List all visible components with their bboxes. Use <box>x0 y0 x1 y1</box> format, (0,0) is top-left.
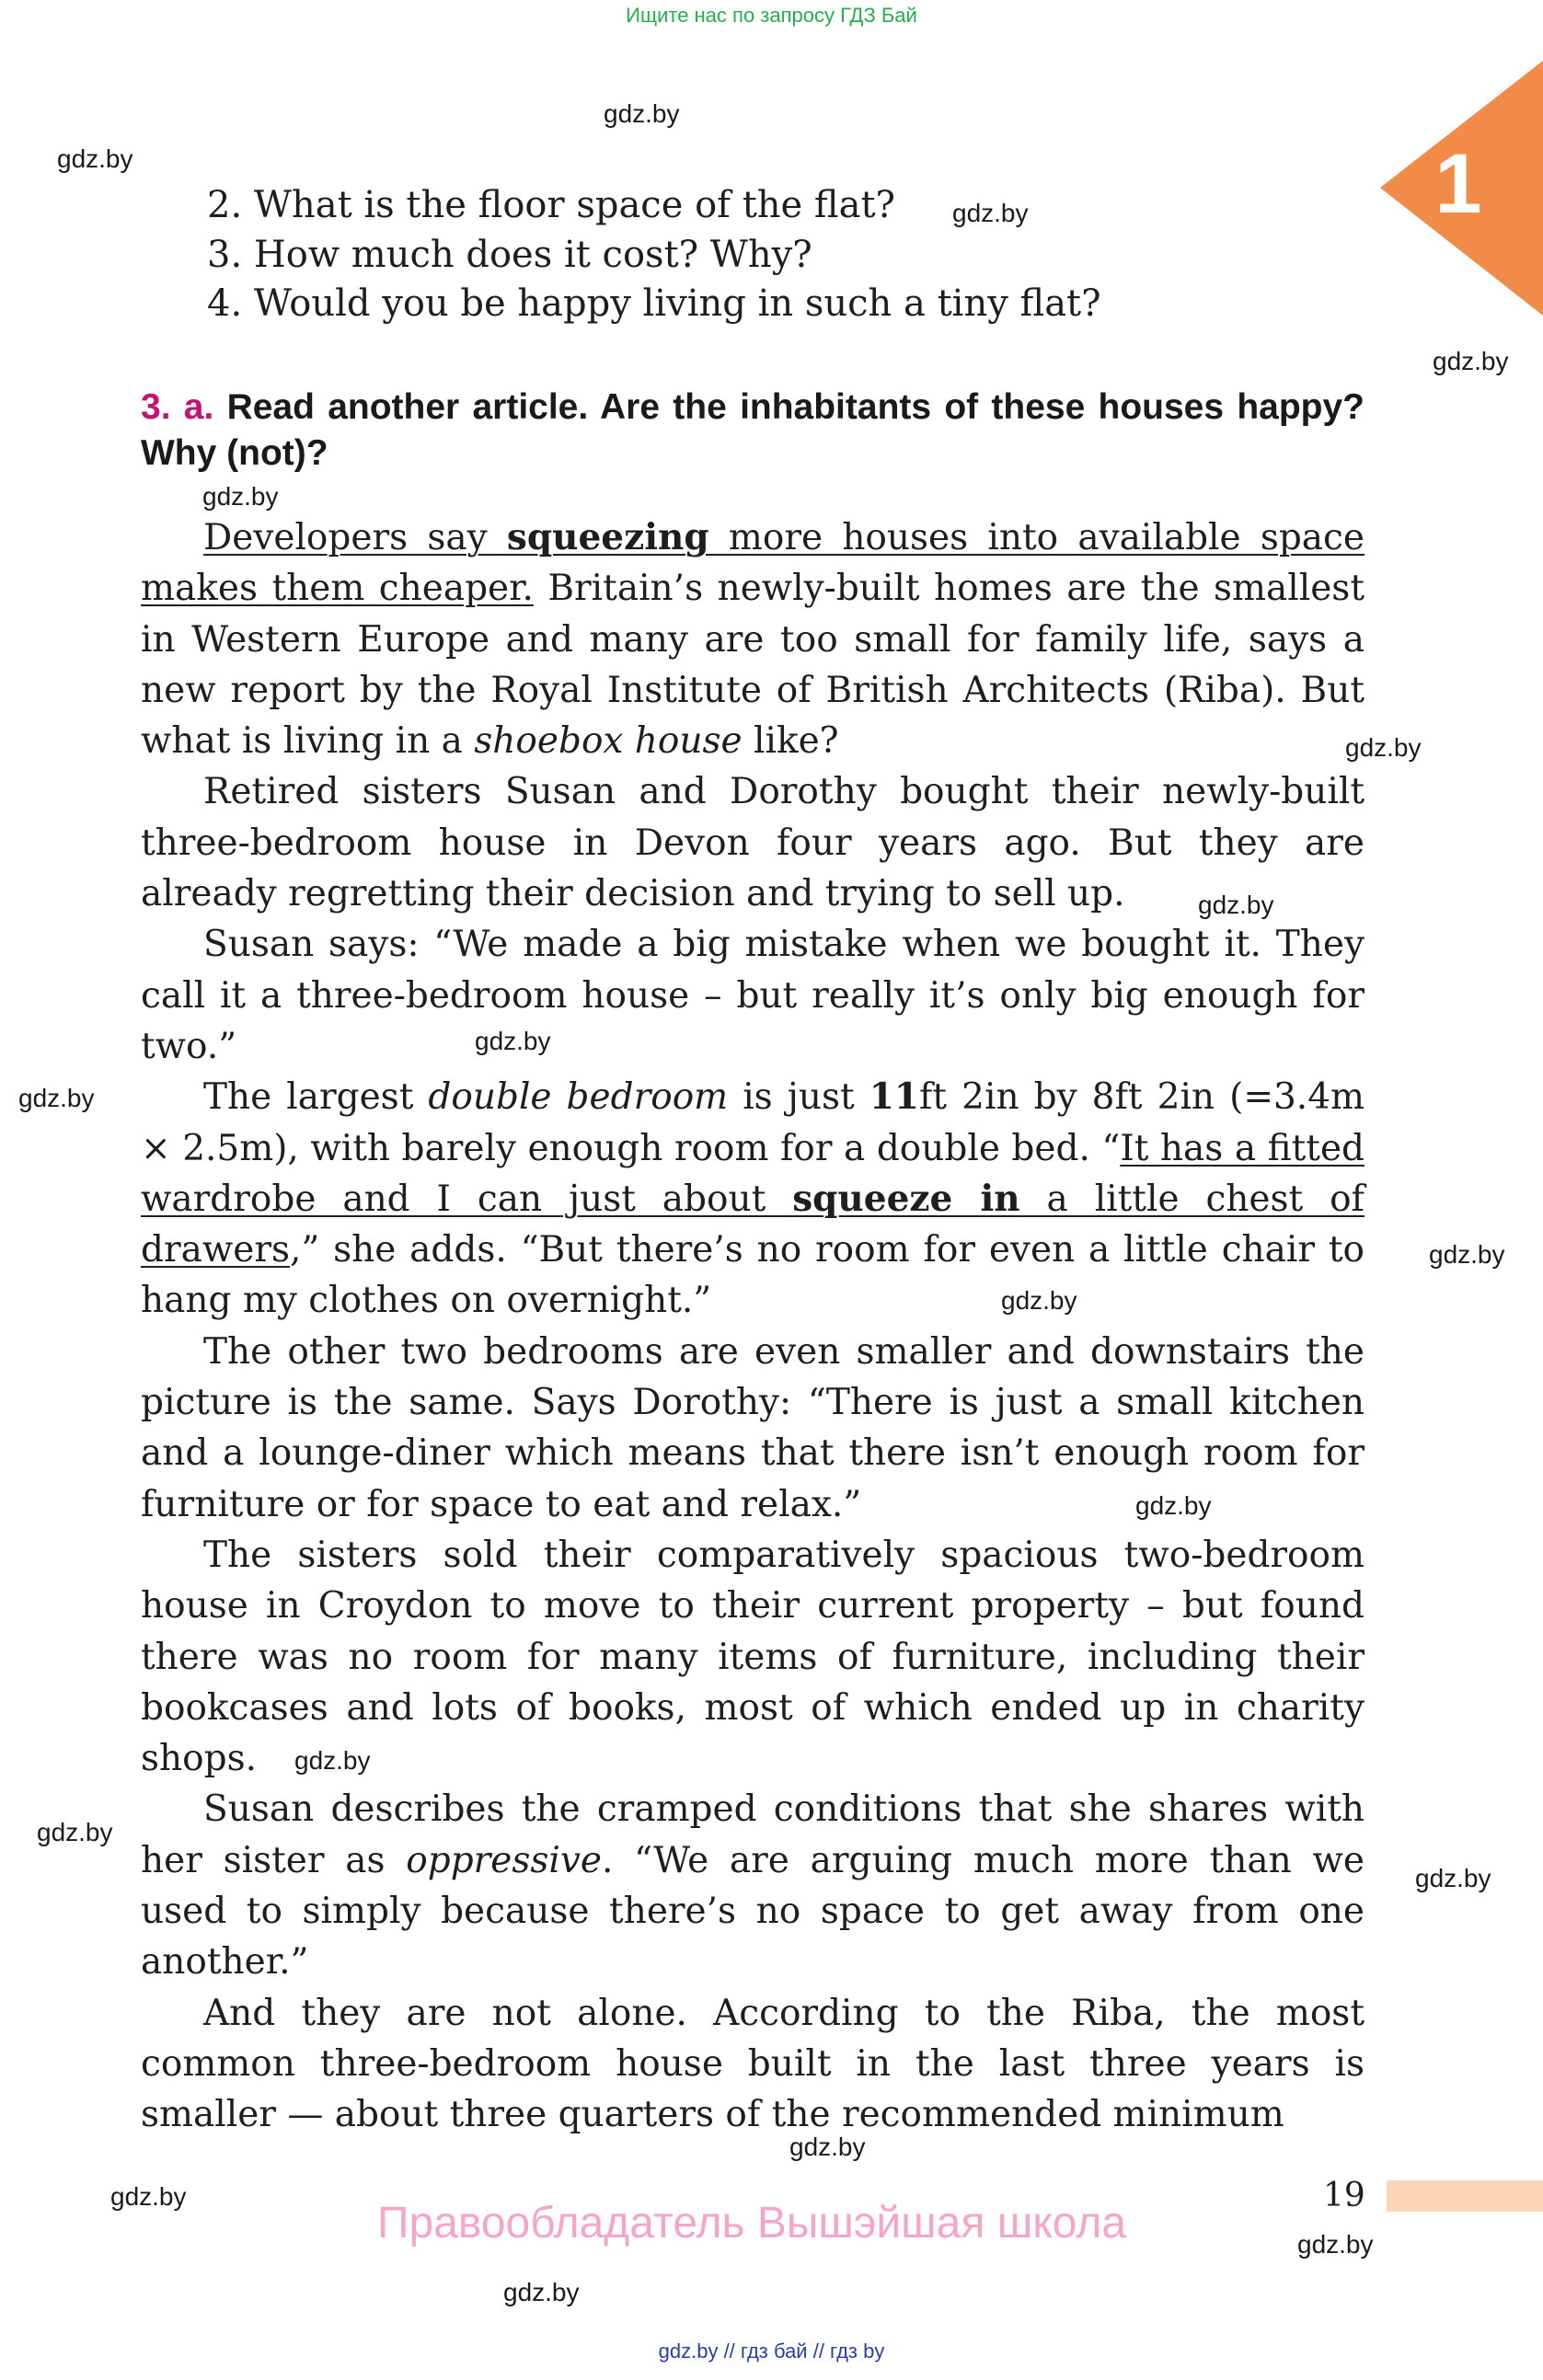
watermark: gdz.by <box>57 144 133 173</box>
italic-shoebox-house: shoebox house <box>474 720 743 763</box>
watermark: gdz.by <box>1001 1286 1077 1315</box>
watermark: gdz.by <box>604 99 680 128</box>
article-paragraph-8: And they are not alone. According to the Riba, the most common three-bedroom house built in the last three years is smaller — about three quarters of the recommended minimum <box>141 1992 1365 2136</box>
watermark: gdz.by <box>1433 347 1509 375</box>
key-word-squeeze-in: squeeze in <box>792 1177 1020 1220</box>
underlined-phrase: Developers say squeezing more houses into available space makes them cheaper. <box>141 516 1365 610</box>
watermark: gdz.by <box>1429 1240 1505 1269</box>
watermark: gdz.by <box>952 199 1029 227</box>
question-4: 4. Would you be happy living in such a tiny flat? <box>207 282 1101 325</box>
watermark: gdz.by <box>202 482 279 511</box>
italic-double-bedroom: double bedroom <box>428 1076 729 1119</box>
page-number: 19 <box>1323 2177 1365 2214</box>
watermark: gdz.by <box>503 2278 580 2306</box>
article <box>141 512 1365 2141</box>
watermark: gdz.by <box>1345 733 1422 762</box>
task-number: 3. a. <box>141 387 214 427</box>
task-heading <box>141 385 1365 477</box>
watermark: gdz.by <box>18 1084 95 1112</box>
watermark: gdz.by <box>1198 891 1274 919</box>
article-paragraph-3: Susan says: “We made a big mistake when we bought it. They call it a three-bedroom house – but really it’s only big enough for two.” <box>141 924 1365 1067</box>
top-banner: Ищите нас по запросу ГДЗ Бай <box>626 4 917 27</box>
watermark: gdz.by <box>1135 1491 1212 1520</box>
watermark: gdz.by <box>1297 2230 1374 2259</box>
question-3: 3. How much does it cost? Why? <box>207 234 812 276</box>
article-paragraph-5: The other two bedrooms are even smaller and downstairs the picture is the same. Says Dorothy: “There is just a small kitchen and a lounge-diner which means that there isn’t enough room for furniture or for space to eat and relax.” <box>141 1330 1365 1525</box>
article-paragraph-6: The sisters sold their comparatively spacious two-bedroom house in Croydon to move to their current property – but found there was no room for many items of furniture, including their bookcases and lots of books, most of which ended up in charity shops. <box>141 1534 1365 1780</box>
question-2: 2. What is the floor space of the flat? <box>207 184 895 226</box>
watermark: gdz.by <box>110 2182 187 2211</box>
italic-oppressive: oppressive <box>406 1839 602 1881</box>
article-paragraph-4: The largest double bedroom is just 11ft 2in by 8ft 2in (=3.4m × 2.5m), with barely enough room for a double bed. “It has a fitted wardrobe and I can just about squeeze in a little chest of drawers,” she adds. “But there’s no room for even a little chair to hang my clothes on overnight.” <box>141 1075 1365 1322</box>
underlined-phrase: It has a fitted wardrobe and I can just about squeeze in a little chest of drawers <box>141 1127 1365 1271</box>
key-word-squeezing: squeezing <box>506 516 709 558</box>
article-paragraph-1: Developers say squeezing more houses into available space makes them cheaper. Britain’s newly-built homes are the smallest in Western Europe and many are too small for family life, says a new report by the Royal Institute of British Architects (Riba). But what is living in a shoebox house like? <box>141 516 1365 763</box>
bottom-links[interactable]: gdz.by // гдз бай // гдз by <box>658 2340 885 2363</box>
article-paragraph-2: Retired sisters Susan and Dorothy bought their newly-built three-bedroom house in Devon four years ago. But they are already regretting their decision and trying to sell up. <box>141 771 1365 915</box>
watermark: gdz.by <box>37 1818 113 1846</box>
watermark: gdz.by <box>475 1027 551 1055</box>
page-number-bar <box>1387 2180 1543 2212</box>
watermark: gdz.by <box>789 2133 866 2161</box>
unit-number: 1 <box>1434 137 1482 231</box>
article-paragraph-7: Susan describes the cramped conditions that she shares with her sister as oppressive. “We are arguing much more than we used to simply because there’s no space to get away from one another.” <box>141 1788 1365 1983</box>
watermark: gdz.by <box>1415 1864 1491 1892</box>
copyright-owner: Правообладатель Вышэйшая школа <box>377 2199 1127 2248</box>
watermark: gdz.by <box>294 1746 371 1775</box>
task-text: Read another article. Are the inhabitants of these houses happy? Why (not)? <box>141 387 1365 473</box>
